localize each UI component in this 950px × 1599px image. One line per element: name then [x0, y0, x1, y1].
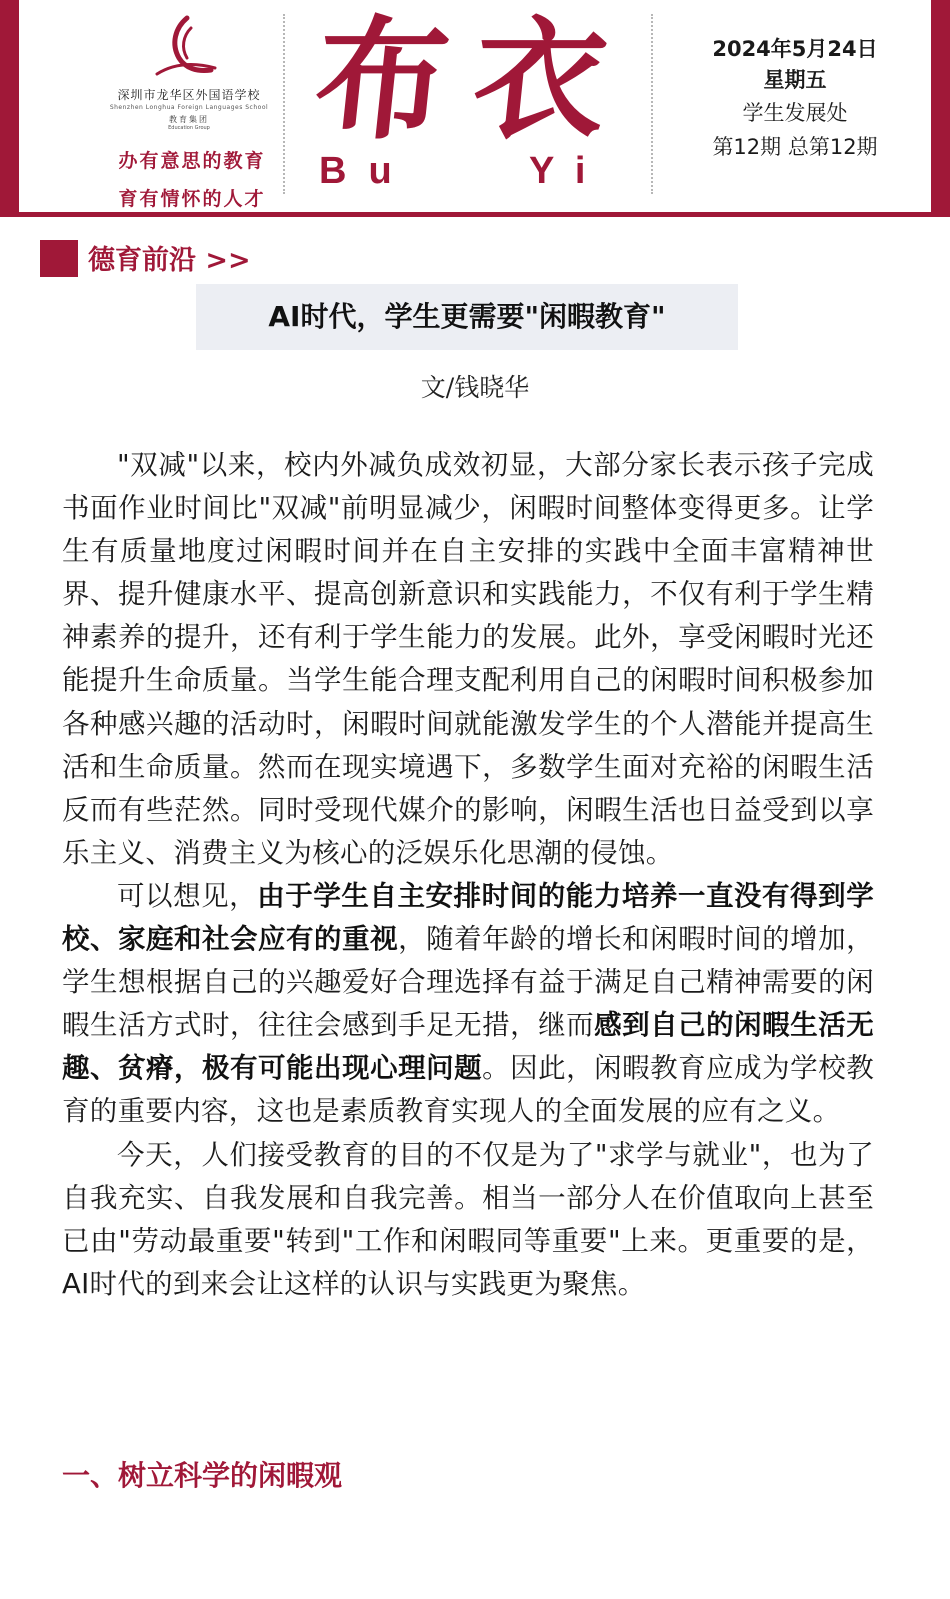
paragraph-2 [62, 875, 874, 1134]
right-accent-bar [931, 0, 950, 216]
paragraph-2-part-e: 。因此，闲暇教育应成为学校教育的重要内容，这也是素质教育实现人的全面发展的应有之义。 [62, 1052, 874, 1128]
article-title: AI时代，学生更需要"闲暇教育" [268, 300, 666, 333]
paragraph-3: 今天，人们接受教育的目的不仅是为了"求学与就业"，也为了自我充实、自我发展和自我完善。相当一部分人在价值取向上甚至已由"劳动最重要"转到"工作和闲暇同等重要"上来。更重要的是，AI时代的到来会让这样的认识与实践更为聚焦。 [62, 1138, 874, 1300]
masthead [307, 3, 641, 206]
school-name-en: Shenzhen Longhua Foreign Languages School [109, 104, 269, 111]
issue-weekday: 星期五 [763, 68, 827, 92]
education-group-en: Education Group [168, 125, 210, 131]
newspaper-header [19, 0, 931, 212]
left-accent-bar [0, 0, 19, 216]
motto-line-2: 育有情怀的人才 [118, 188, 266, 210]
issue-info [659, 34, 931, 164]
header-rule [0, 212, 950, 217]
article-byline: 文/钱晓华 [420, 373, 530, 402]
paragraph-1: "双减"以来，校内外减负成效初显，大部分家长表示孩子完成书面作业时间比"双减"前明显减少，闲暇时间整体变得更多。让学生有质量地度过闲暇时间并在自主安排的实践中全面丰富精神世界、提升健康水平、提高创新意识和实践能力，不仅有利于学生精神素养的提升，还有利于学生能力的发展。此外，享受闲暇时光还能提升生命质量。当学生能合理支配利用自己的闲暇时间积极参加各种感兴趣的活动时，闲暇时间就能激发学生的个人潜能并提高生活和生命质量。然而在现实境遇下，多数学生面对充裕的闲暇生活反而有些茫然。同时受现代媒介的影响，闲暇生活也日益受到以享乐主义、消费主义为核心的泛娱乐化思潮的侵蚀。 [62, 449, 874, 869]
school-logo-icon [149, 14, 219, 80]
issue-date: 2024年5月24日 [712, 37, 878, 61]
article-body [62, 444, 874, 1306]
masthead-en-bu: Bu [319, 150, 414, 192]
article-title-box [196, 284, 738, 350]
paragraph-2-bold-1: 由于学生自主安排时间的能力培养一直没有得到学校、家庭和社会应有的重视 [62, 879, 874, 956]
masthead-title-cn: 布衣 [307, 3, 641, 158]
school-name-cn: 深圳市龙华区外国语学校 [117, 88, 261, 102]
paragraph-2-bold-2: 感到自己的闲暇生活无趣、贫瘠，极有可能出现心理问题 [62, 1009, 875, 1085]
section-marker-icon [40, 240, 78, 277]
education-group-cn: 教育集团 [169, 115, 209, 124]
paragraph-2-part-c: ，随着年龄的增长和闲暇时间的增加，学生想根据自己的兴趣爱好合理选择有益于满足自己精神需要的闲暇生活方式时，往往会感到手足无措，继而 [62, 923, 874, 1042]
dotted-divider-left [283, 14, 285, 194]
dotted-divider-right [651, 14, 653, 194]
issue-number: 第12期 总第12期 [712, 135, 878, 159]
masthead-title-en [319, 150, 629, 193]
paragraph-2-part-a: 可以想见， [117, 879, 258, 912]
subheading: 一、树立科学的闲暇观 [62, 1459, 343, 1492]
masthead-en-yi: Yi [529, 150, 608, 192]
issue-department: 学生发展处 [742, 101, 848, 125]
section-title: 德育前沿 >> [88, 245, 251, 276]
school-block [59, 12, 319, 210]
motto-line-1: 办有意思的教育 [118, 150, 266, 172]
